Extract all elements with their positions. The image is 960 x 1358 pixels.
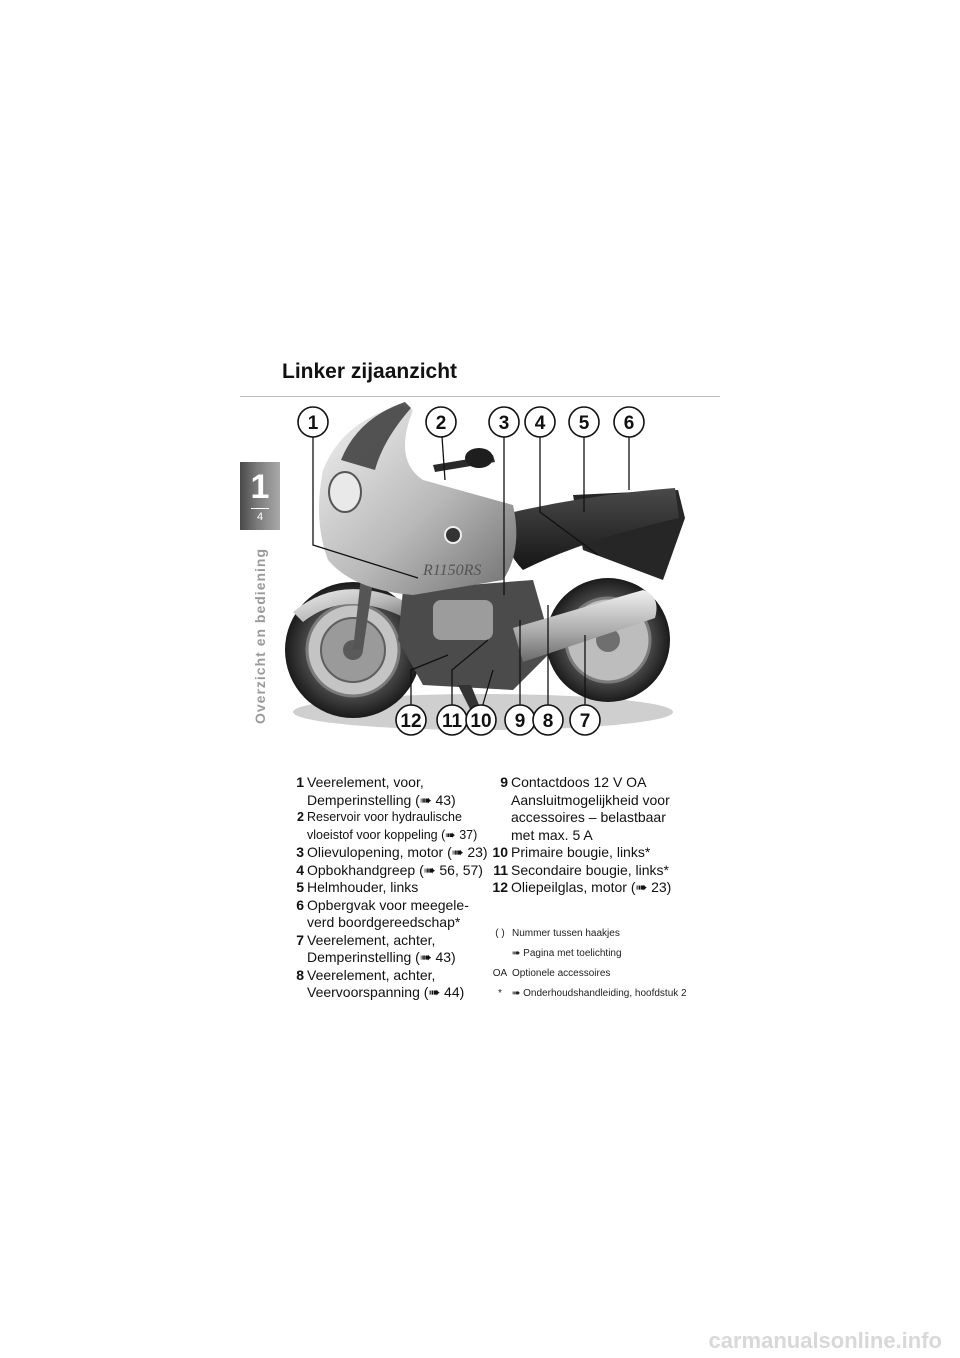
item-text: Opbokhandgreep (➠ 56, 57) [307, 861, 483, 878]
item-number: 11 [493, 861, 508, 878]
item-text: vloeistof voor koppeling (➠ 37) [307, 827, 478, 842]
legend-symbol: OA [492, 968, 508, 979]
parts-list-right [492, 774, 712, 897]
item-text: Veerelement, achter, [307, 966, 436, 983]
list-item [492, 879, 712, 897]
chapter-tab-rule [251, 508, 269, 509]
legend-row [492, 948, 722, 968]
item-number: 12 [492, 879, 508, 895]
callout-label: 1 [307, 413, 319, 434]
callout-label: 3 [498, 413, 510, 434]
item-number: 8 [296, 966, 304, 983]
legend-symbol: ( ) [495, 928, 505, 939]
list-item [492, 844, 712, 862]
page-title: Linker zijaanzicht [282, 360, 458, 383]
item-number: 1 [296, 774, 304, 790]
callout-label: 10 [470, 711, 492, 732]
item-text: Veerelement, voor, [307, 774, 424, 790]
item-text: Contactdoos 12 V OA [511, 774, 647, 790]
item-text: accessoires – belastbaar [511, 809, 666, 825]
item-text: Olievulopening, motor (➠ 23) [307, 844, 488, 860]
legend-text: ➠ Pagina met toelichting [512, 948, 622, 959]
list-item [288, 809, 488, 844]
callout-label: 6 [623, 413, 635, 434]
item-text: met max. 5 A [511, 826, 593, 843]
callout-label: 8 [542, 711, 554, 732]
legend-row [492, 988, 722, 1008]
legend-symbol: * [498, 988, 502, 999]
item-text: Veerelement, achter, [307, 931, 436, 948]
item-number: 4 [296, 861, 304, 878]
item-number: 2 [297, 810, 304, 824]
chapter-side-label: Overzicht en bediening [252, 547, 268, 724]
list-item [288, 774, 488, 809]
list-item [288, 862, 488, 880]
brand-roundel [445, 527, 461, 543]
list-item [288, 932, 488, 967]
callout-label: 7 [579, 711, 591, 732]
legend-text: Optionele accessoires [512, 968, 611, 979]
parts-list-left [288, 774, 488, 1002]
callout-label: 4 [534, 413, 546, 434]
engine-cylinder [433, 600, 493, 640]
item-text: Oliepeilglas, motor (➠ 23) [511, 879, 672, 895]
item-text: Secondaire bougie, links* [511, 861, 669, 878]
list-item [288, 844, 488, 862]
item-text: Aansluitmogelijkheid voor [511, 791, 670, 808]
chapter-number: 1 [250, 468, 270, 506]
title-divider [240, 396, 720, 397]
item-text: Primaire bougie, links* [511, 844, 651, 860]
list-item [492, 774, 712, 844]
chapter-tab [240, 462, 280, 530]
model-badge: R1150RS [423, 562, 482, 579]
item-text: Veervoorspanning (➠ 44) [307, 984, 465, 1000]
callout-label: 2 [435, 413, 447, 434]
legend-row [492, 968, 722, 988]
item-text: Reservoir voor hydraulische [307, 810, 462, 824]
legend-row [492, 928, 722, 948]
item-text: Opbergvak voor meegele- [307, 896, 469, 913]
legend [492, 928, 722, 1008]
item-number: 10 [492, 844, 508, 860]
legend-text: Nummer tussen haakjes [512, 928, 620, 939]
page-number: 4 [256, 511, 264, 523]
motorcycle-photo [283, 400, 703, 750]
item-number: 5 [296, 879, 304, 895]
legend-text: ➠ Onderhoudshandleiding, hoofdstuk 2 [512, 988, 687, 999]
item-text: verd boordgereedschap* [307, 914, 461, 930]
callout-label: 11 [441, 711, 463, 732]
item-number: 6 [296, 896, 304, 913]
watermark: carmanualsonline.info [708, 1328, 942, 1353]
callout-label: 12 [400, 711, 422, 732]
list-item [288, 967, 488, 1002]
item-text: Demperinstelling (➠ 43) [307, 791, 456, 808]
list-item [492, 862, 712, 880]
callout-label: 9 [514, 711, 526, 732]
list-item [288, 879, 488, 897]
item-text: Helmhouder, links [307, 879, 419, 895]
item-number: 3 [296, 844, 304, 860]
mirror [465, 448, 493, 468]
list-item [288, 897, 488, 932]
headlight [329, 472, 361, 512]
callout-label: 5 [578, 413, 590, 434]
item-number: 7 [296, 931, 304, 948]
item-number: 9 [500, 774, 508, 790]
item-text: Demperinstelling (➠ 43) [307, 949, 456, 965]
